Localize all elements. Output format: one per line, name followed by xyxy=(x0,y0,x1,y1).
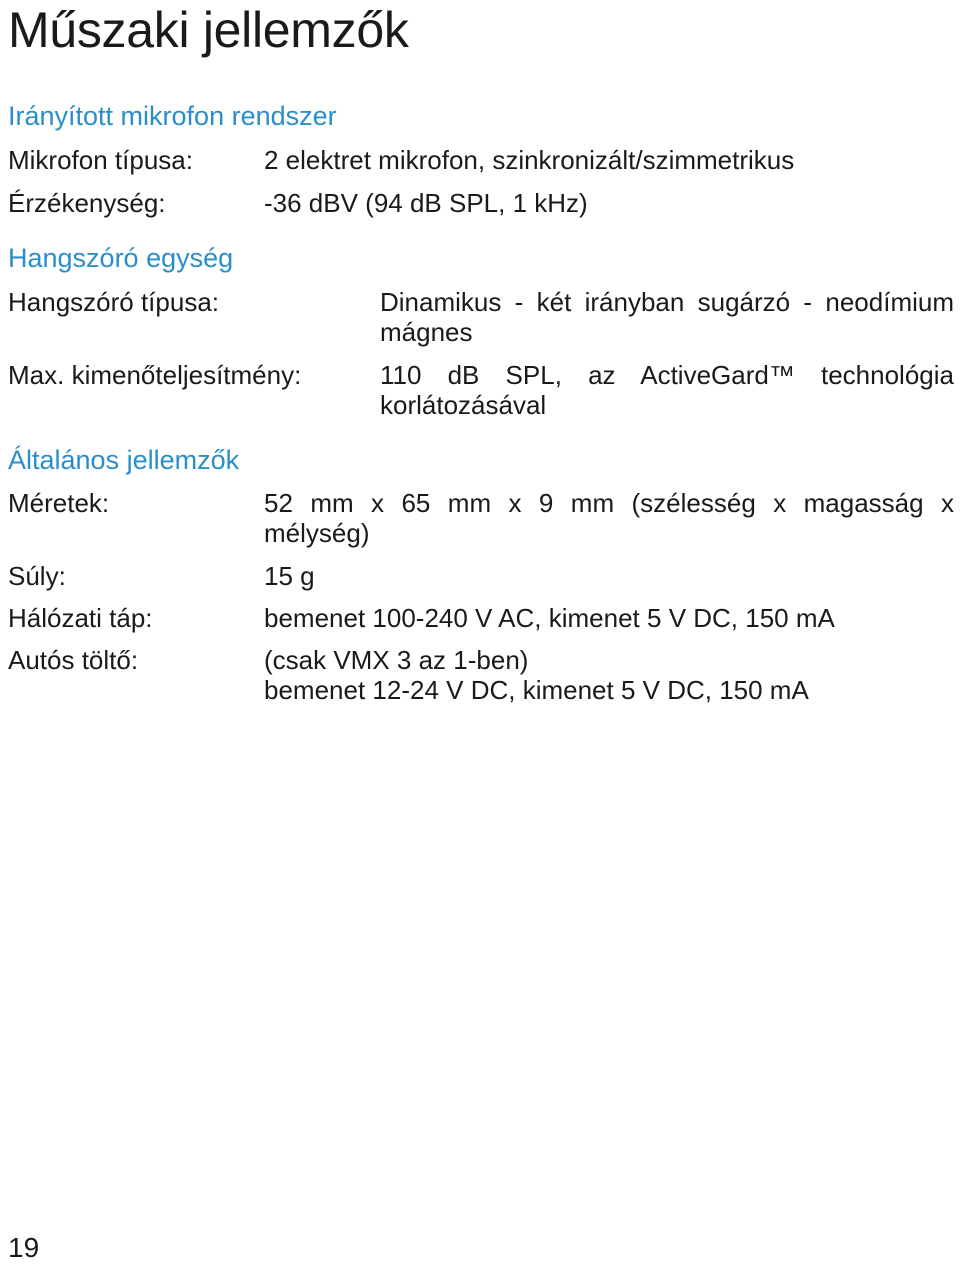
section-heading-general: Általános jellemzők xyxy=(8,445,240,475)
spec-value: Dinamikus - két irányban sugárzó - neodímium mágnes xyxy=(380,287,954,347)
spec-label: Méretek: xyxy=(8,488,110,518)
page-number: 19 xyxy=(8,1232,40,1263)
spec-value: 110 dB SPL, az ActiveGard™ technológia korlátozásával xyxy=(380,360,954,420)
spec-value: -36 dBV (94 dB SPL, 1 kHz) xyxy=(264,188,588,218)
spec-label: Érzékenység: xyxy=(8,188,166,218)
section-heading-microphone: Irányított mikrofon rendszer xyxy=(8,101,337,131)
spec-value: bemenet 100-240 V AC, kimenet 5 V DC, 150 mA xyxy=(264,603,835,633)
spec-label: Hálózati táp: xyxy=(8,603,153,633)
spec-label: Autós töltő: xyxy=(8,645,139,675)
spec-value: 15 g xyxy=(264,561,315,591)
spec-label: Mikrofon típusa: xyxy=(8,145,193,175)
spec-value: 2 elektret mikrofon, szinkronizált/szimmetrikus xyxy=(264,145,795,175)
spec-value: 52 mm x 65 mm x 9 mm (szélesség x magasság x mélység) xyxy=(264,488,954,548)
spec-value-line: (csak VMX 3 az 1-ben) xyxy=(264,645,529,675)
spec-label: Hangszóró típusa: xyxy=(8,287,220,317)
spec-value xyxy=(264,645,954,705)
spec-value-line: bemenet 12-24 V DC, kimenet 5 V DC, 150 mA xyxy=(264,675,809,705)
spec-label: Max. kimenőteljesítmény: xyxy=(8,360,302,390)
spec-label: Súly: xyxy=(8,561,66,591)
page-title: Műszaki jellemzők xyxy=(8,2,409,58)
section-heading-speaker: Hangszóró egység xyxy=(8,243,234,273)
